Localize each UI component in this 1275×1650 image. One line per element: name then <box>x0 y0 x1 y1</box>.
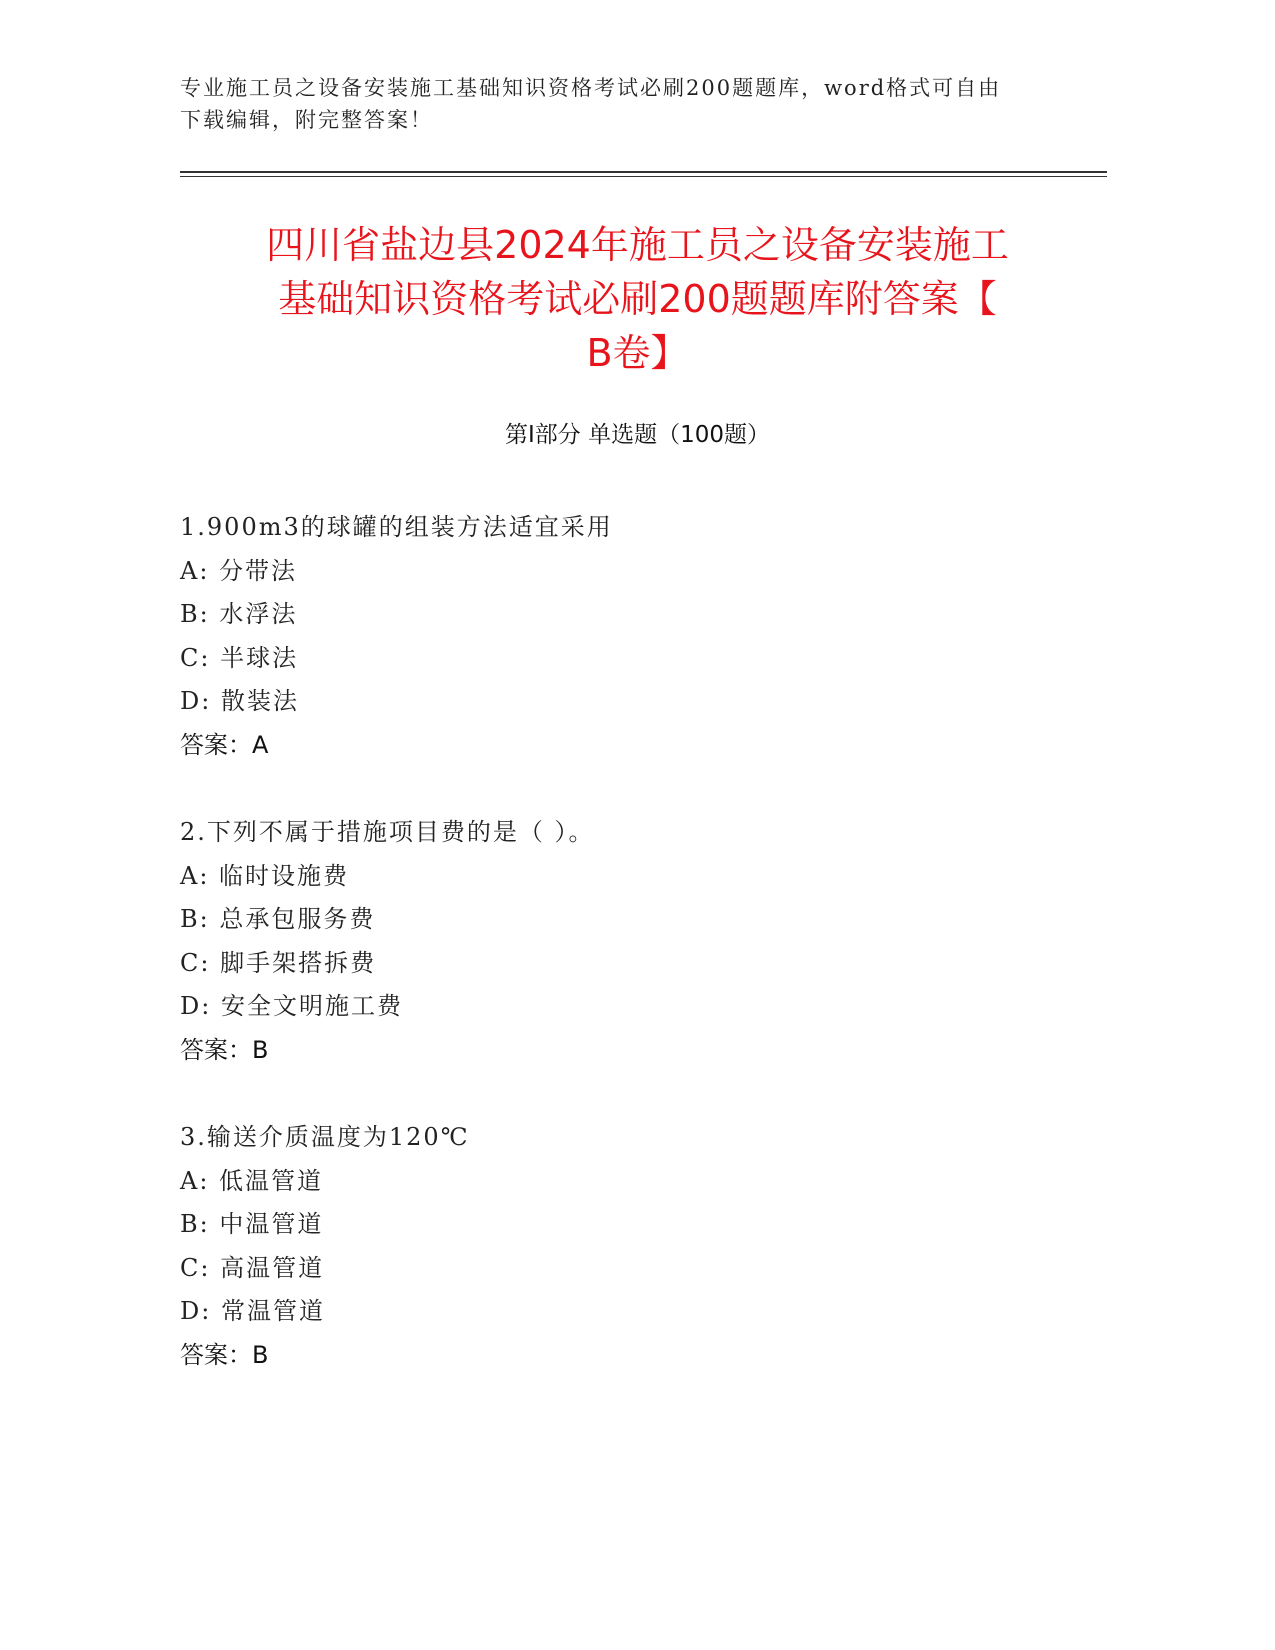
document-title <box>150 218 1125 380</box>
question-stem: 3.输送介质温度为120℃ <box>180 1123 470 1151</box>
question-stem: 2.下列不属于措施项目费的是（ ）。 <box>180 818 595 846</box>
option-c: C: 高温管道 <box>180 1253 325 1282</box>
option-b: B: 中温管道 <box>180 1210 324 1238</box>
header-note <box>180 72 1080 136</box>
answer: 答案：B <box>180 1035 269 1064</box>
header-note-line-2: 下载编辑，附完整答案！ <box>180 108 433 132</box>
document-title-line-2: 基础知识资格考试必刷200题题库附答案【 <box>278 277 997 321</box>
answer: 答案：B <box>180 1340 269 1369</box>
document-title-line-3: B卷】 <box>586 331 689 375</box>
option-a: A: 低温管道 <box>180 1166 324 1195</box>
question-2 <box>180 811 1080 1072</box>
header-divider-thin <box>180 176 1107 177</box>
option-b: B: 水浮法 <box>180 600 298 628</box>
option-a: A: 分带法 <box>180 556 298 585</box>
answer: 答案：A <box>180 730 269 759</box>
option-c: C: 脚手架搭拆费 <box>180 948 377 977</box>
document-title-line-1: 四川省盐边县2024年施工员之设备安装施工 <box>266 223 1009 267</box>
option-b: B: 总承包服务费 <box>180 905 376 933</box>
header-divider-thick <box>180 171 1107 173</box>
header-note-line-1: 专业施工员之设备安装施工基础知识资格考试必刷200题题库，word格式可自由 <box>180 76 1002 100</box>
option-d: D: 散装法 <box>180 687 299 715</box>
option-d: D: 安全文明施工费 <box>180 992 403 1020</box>
section-title: 第Ⅰ部分 单选题（100题） <box>505 422 770 448</box>
question-stem: 1.900m3的球罐的组装方法适宜采用 <box>180 513 613 541</box>
question-1 <box>180 506 1080 767</box>
question-3 <box>180 1116 1080 1377</box>
option-a: A: 临时设施费 <box>180 861 350 890</box>
option-d: D: 常温管道 <box>180 1297 325 1325</box>
option-c: C: 半球法 <box>180 643 299 672</box>
